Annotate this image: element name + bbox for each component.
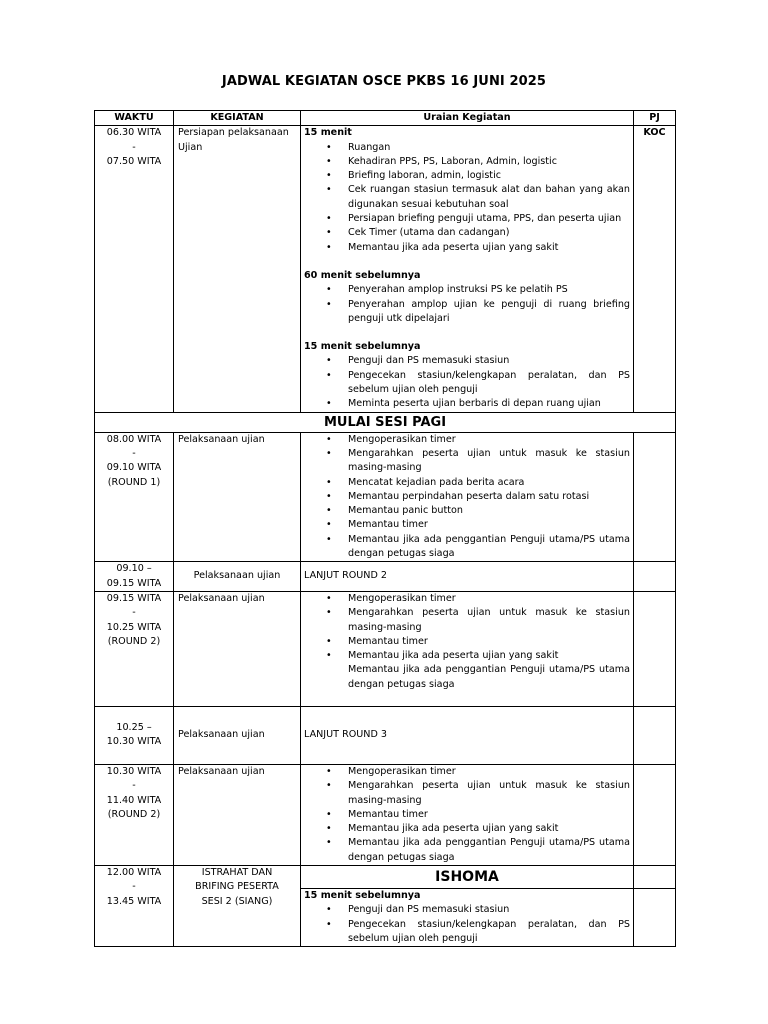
waktu-cell	[95, 591, 174, 706]
list-item: • Persiapan briefing penguji utama, PPS, dan peserta ujian	[304, 212, 630, 226]
time-sep: -	[132, 607, 136, 619]
waktu-cell	[95, 706, 174, 764]
list-item: • Memantau jika ada peserta ujian yang sakit	[304, 822, 630, 836]
list-item: • Ruangan	[304, 141, 630, 155]
kegiatan-cell: ISTRAHAT DAN BRIFING PESERTA SESI 2 (SIANG)	[174, 866, 301, 947]
list-item: • Penguji dan PS memasuki stasiun	[304, 903, 630, 917]
list-item: • Memantau panic button	[304, 504, 630, 518]
list-item: • Penyerahan amplop ujian ke penguji di ruang briefing penguji utk dipelajari	[304, 298, 630, 327]
round-label: (ROUND 2)	[107, 808, 161, 820]
time-sep: -	[132, 141, 136, 153]
pj-cell	[634, 889, 676, 947]
uraian-cell	[301, 126, 634, 412]
bullet-list	[304, 283, 630, 326]
list-item: • Kehadiran PPS, PS, Laboran, Admin, logistic	[304, 155, 630, 169]
table-row	[95, 126, 676, 412]
bullet-list	[304, 354, 630, 411]
list-item: • Mengoperasikan timer	[304, 765, 630, 779]
list-item: • Penyerahan amplop instruksi PS ke pelatih PS	[304, 283, 630, 297]
list-item: • Memantau jika ada peserta ujian yang sakit	[304, 649, 630, 663]
table-row	[95, 432, 676, 562]
kegiatan-cell: Pelaksanaan ujian	[174, 764, 301, 865]
pj-cell	[634, 764, 676, 865]
section-heading: 15 menit sebelumnya	[304, 890, 421, 902]
time-end: 07.50 WITA	[106, 155, 162, 167]
uraian-cell	[301, 889, 634, 947]
uraian-cell	[301, 432, 634, 562]
ishoma-banner: ISHOMA	[301, 866, 634, 889]
round-label: (ROUND 1)	[107, 476, 161, 488]
waktu-cell	[95, 562, 174, 592]
bullet-list	[304, 592, 630, 692]
header-waktu: WAKTU	[95, 111, 174, 126]
banner-row	[95, 412, 676, 432]
waktu-cell	[95, 866, 174, 947]
kegiatan-cell: Pelaksanaan ujian	[174, 432, 301, 562]
time-end: 13.45 WITA	[106, 895, 162, 907]
time-end: 11.40 WITA	[106, 794, 162, 806]
time-end: 10.30 WITA	[106, 736, 162, 748]
list-item: • Memantau jika ada penggantian Penguji utama/PS utama dengan petugas siaga	[304, 836, 630, 865]
list-item: Memantau jika ada penggantian Penguji utama/PS utama dengan petugas siaga	[348, 664, 630, 690]
list-item: • Cek Timer (utama dan cadangan)	[304, 226, 630, 240]
pj-cell	[634, 866, 676, 889]
header-kegiatan: KEGIATAN	[174, 111, 301, 126]
waktu-cell	[95, 126, 174, 412]
header-uraian: Uraian Kegiatan	[301, 111, 634, 126]
bullet-list	[304, 141, 630, 255]
list-item: • Mengoperasikan timer	[304, 592, 630, 606]
table-row	[95, 706, 676, 764]
time-sep: -	[132, 780, 136, 792]
bullet-list	[304, 765, 630, 865]
list-item: • Pengecekan stasiun/kelengkapan peralatan, dan PS sebelum ujian oleh penguji	[304, 918, 630, 947]
time-start: 09.15 WITA	[106, 592, 162, 604]
page-title: JADWAL KEGIATAN OSCE PKBS 16 JUNI 2025	[221, 74, 547, 89]
uraian-cell	[301, 591, 634, 706]
list-item: • Memantau timer	[304, 635, 630, 649]
time-sep: -	[132, 447, 136, 459]
table-row	[95, 764, 676, 865]
time-start: 09.10 –	[116, 563, 152, 575]
kegiatan-cell: Pelaksanaan ujian	[174, 562, 301, 592]
list-item: • Cek ruangan stasiun termasuk alat dan bahan yang akan digunakan sesuai kebutuhan soal	[304, 183, 630, 212]
list-item: • Memantau jika ada penggantian Penguji utama/PS utama dengan petugas siaga	[304, 533, 630, 562]
section-heading: 60 menit sebelumnya	[304, 269, 421, 281]
session-banner: MULAI SESI PAGI	[95, 412, 676, 432]
table-row	[95, 562, 676, 592]
pj-cell	[634, 591, 676, 706]
kegiatan-cell: Persiapan pelaksanaan Ujian	[174, 126, 301, 412]
pj-cell: KOC	[634, 126, 676, 412]
list-item: • Mengarahkan peserta ujian untuk masuk ke stasiun masing-masing	[304, 606, 630, 635]
uraian-cell	[301, 764, 634, 865]
schedule-table	[94, 110, 676, 947]
time-start: 08.00 WITA	[106, 433, 162, 445]
waktu-cell	[95, 432, 174, 562]
header-row	[95, 111, 676, 126]
uraian-cell: LANJUT ROUND 3	[301, 706, 634, 764]
kegiatan-cell: Pelaksanaan ujian	[174, 706, 301, 764]
list-item: • Mengarahkan peserta ujian untuk masuk ke stasiun masing-masing	[304, 447, 630, 476]
time-end: 10.25 WITA	[106, 621, 162, 633]
section-heading: 15 menit	[304, 127, 352, 139]
time-start: 10.30 WITA	[106, 765, 162, 777]
time-end: 09.15 WITA	[106, 577, 162, 589]
kegiatan-cell: Pelaksanaan ujian	[174, 591, 301, 706]
list-item: • Meminta peserta ujian berbaris di depan ruang ujian	[304, 397, 630, 411]
uraian-cell: LANJUT ROUND 2	[301, 562, 634, 592]
time-start: 06.30 WITA	[106, 127, 162, 139]
round-label: (ROUND 2)	[107, 635, 161, 647]
header-pj: PJ	[634, 111, 676, 126]
list-item: • Pengecekan stasiun/kelengkapan peralatan, dan PS sebelum ujian oleh penguji	[304, 369, 630, 398]
list-item: • Mengoperasikan timer	[304, 433, 630, 447]
section-heading: 15 menit sebelumnya	[304, 341, 421, 353]
list-item: • Mengarahkan peserta ujian untuk masuk ke stasiun masing-masing	[304, 779, 630, 808]
list-item: • Memantau jika ada peserta ujian yang sakit	[304, 241, 630, 255]
pj-cell	[634, 562, 676, 592]
list-item: • Memantau perpindahan peserta dalam satu rotasi	[304, 490, 630, 504]
bullet-list	[304, 903, 630, 946]
list-item: • Memantau timer	[304, 808, 630, 822]
table-row	[95, 866, 676, 889]
list-item: • Memantau timer	[304, 518, 630, 532]
waktu-cell	[95, 764, 174, 865]
bullet-list	[304, 433, 630, 562]
list-item: • Mencatat kejadian pada berita acara	[304, 476, 630, 490]
time-sep: -	[132, 881, 136, 893]
time-start: 12.00 WITA	[106, 867, 162, 879]
table-row	[95, 591, 676, 706]
pj-cell	[634, 432, 676, 562]
pj-cell	[634, 706, 676, 764]
time-start: 10.25 –	[116, 722, 152, 734]
time-end: 09.10 WITA	[106, 462, 162, 474]
list-item: • Briefing laboran, admin, logistic	[304, 169, 630, 183]
list-item: • Penguji dan PS memasuki stasiun	[304, 354, 630, 368]
